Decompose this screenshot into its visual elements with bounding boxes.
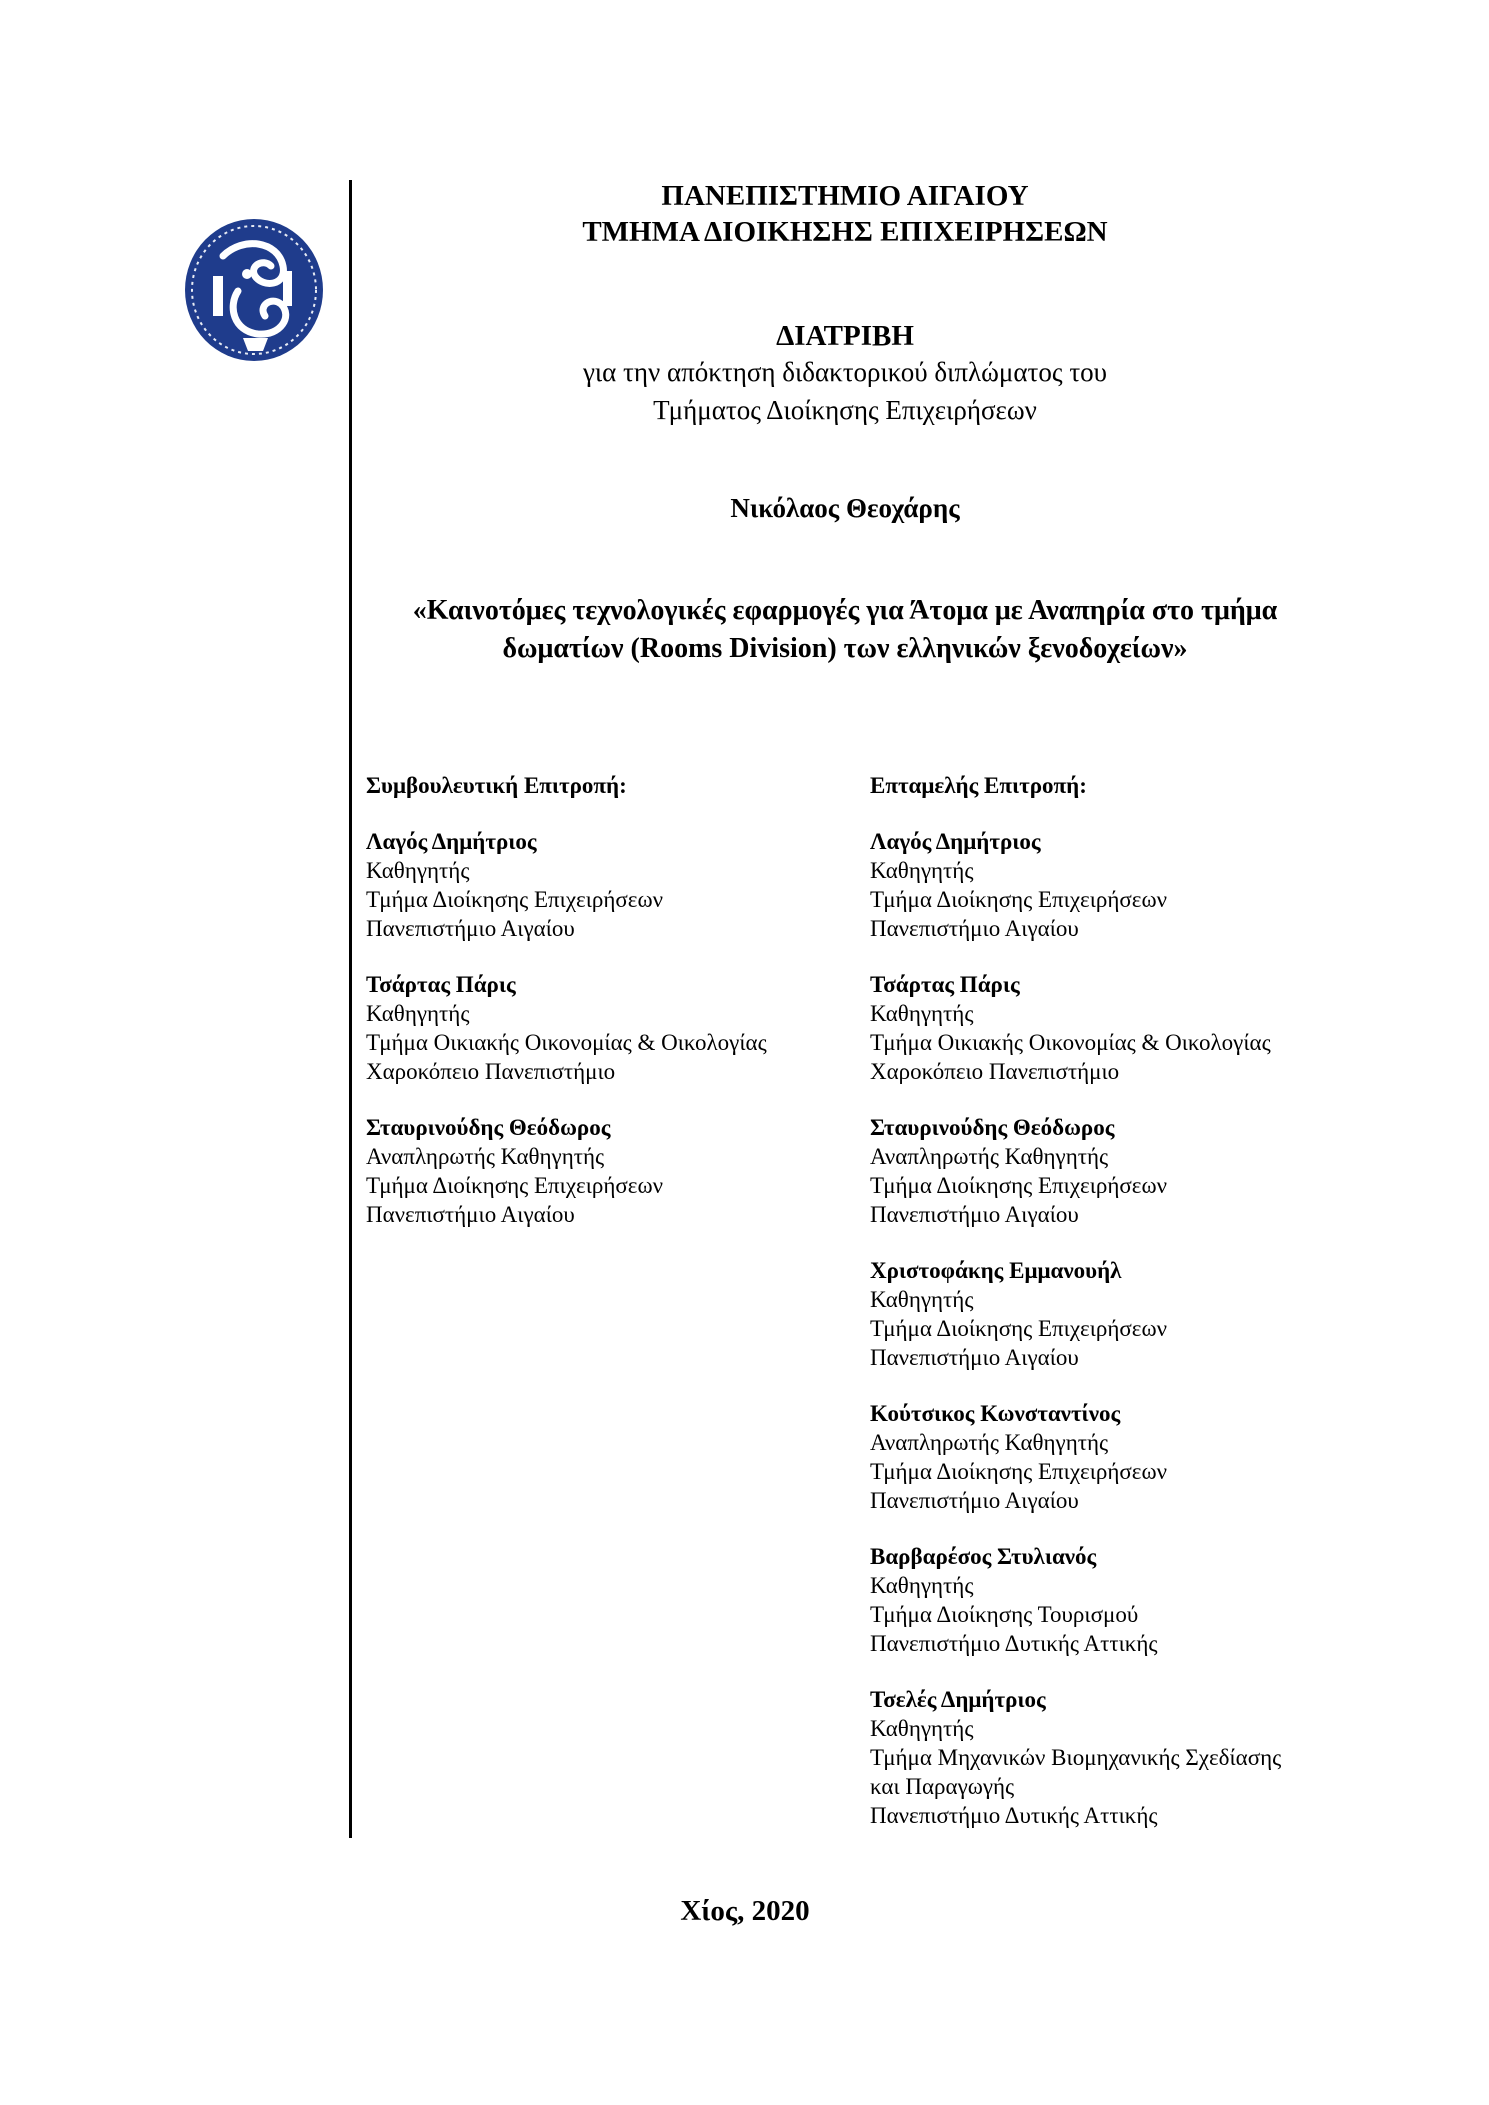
- thesis-title-line-2: δωματίων (Rooms Division) των ελληνικών ξενοδοχείων»: [502, 633, 1188, 664]
- member-name: Λαγός Δημήτριος: [366, 829, 537, 854]
- member-name: Βαρβαρέσος Στυλιανός: [870, 1544, 1097, 1569]
- examination-committee-heading: Επταμελής Επιτροπή:: [870, 773, 1087, 798]
- member-department: Τμήμα Μηχανικών Βιομηχανικής Σχεδίασης: [870, 1745, 1282, 1770]
- committee-member: [870, 1685, 1470, 1830]
- member-title: Αναπληρωτής Καθηγητής: [870, 1430, 1109, 1455]
- member-name: Τσάρτας Πάρις: [870, 972, 1020, 997]
- committee-member: [870, 1113, 1470, 1229]
- member-title: Καθηγητής: [870, 1001, 974, 1026]
- member-name: Σταυρινούδης Θεόδωρος: [366, 1115, 611, 1140]
- member-title: Καθηγητής: [366, 1001, 470, 1026]
- thesis-subtitle-line-2: Τμήματος Διοίκησης Επιχειρήσεων: [653, 395, 1037, 425]
- member-department: Τμήμα Διοίκησης Επιχειρήσεων: [870, 1316, 1167, 1341]
- member-department: Τμήμα Οικιακής Οικονομίας & Οικολογίας: [870, 1030, 1271, 1055]
- member-department: Τμήμα Διοίκησης Επιχειρήσεων: [366, 887, 663, 912]
- member-institution: Πανεπιστήμιο Αιγαίου: [870, 916, 1079, 941]
- member-name: Χριστοφάκης Εμμανουήλ: [870, 1258, 1122, 1283]
- member-title: Αναπληρωτής Καθηγητής: [870, 1144, 1109, 1169]
- member-department: Τμήμα Διοίκησης Επιχειρήσεων: [366, 1173, 663, 1198]
- advisory-committee: [366, 771, 846, 1256]
- member-institution: Πανεπιστήμιο Δυτικής Αττικής: [870, 1631, 1158, 1656]
- committee-member: [366, 970, 846, 1086]
- examination-committee: [870, 771, 1470, 1857]
- committee-member: [870, 970, 1470, 1086]
- member-institution: Χαροκόπειο Πανεπιστήμιο: [870, 1059, 1120, 1084]
- member-institution: Πανεπιστήμιο Αιγαίου: [366, 1202, 575, 1227]
- member-title: Καθηγητής: [870, 1716, 974, 1741]
- member-name: Λαγός Δημήτριος: [870, 829, 1041, 854]
- member-department: Τμήμα Διοίκησης Τουρισμού: [870, 1602, 1139, 1627]
- member-title: Καθηγητής: [870, 1573, 974, 1598]
- member-name: Κούτσικος Κωνσταντίνος: [870, 1401, 1121, 1426]
- member-title: Αναπληρωτής Καθηγητής: [366, 1144, 605, 1169]
- thesis-title: [360, 592, 1330, 668]
- member-title: Καθηγητής: [366, 858, 470, 883]
- university-header: [352, 178, 1338, 250]
- member-institution: Πανεπιστήμιο Αιγαίου: [366, 916, 575, 941]
- thesis-subtitle-line-1: για την απόκτηση διδακτορικού διπλώματος του: [582, 357, 1108, 387]
- committee-member: [366, 827, 846, 943]
- committee-member: [870, 1399, 1470, 1515]
- place-and-year: Χίος, 2020: [680, 1895, 810, 1927]
- member-institution: Χαροκόπειο Πανεπιστήμιο: [366, 1059, 616, 1084]
- advisory-committee-heading: Συμβουλευτική Επιτροπή:: [366, 773, 627, 798]
- member-name: Τσάρτας Πάρις: [366, 972, 516, 997]
- committee-member: [870, 1542, 1470, 1658]
- thesis-subtitle: [352, 353, 1338, 429]
- member-institution: Πανεπιστήμιο Δυτικής Αττικής: [870, 1803, 1158, 1828]
- committee-member: [870, 1256, 1470, 1372]
- member-department: Τμήμα Οικιακής Οικονομίας & Οικολογίας: [366, 1030, 767, 1055]
- member-institution: Πανεπιστήμιο Αιγαίου: [870, 1488, 1079, 1513]
- member-name: Τσελές Δημήτριος: [870, 1687, 1046, 1712]
- university-seal-logo: [183, 216, 325, 364]
- member-department-continued: και Παραγωγής: [870, 1774, 1015, 1799]
- university-name: ΠΑΝΕΠΙΣΤΗΜΙΟ ΑΙΓΑΙΟΥ: [661, 180, 1029, 212]
- member-department: Τμήμα Διοίκησης Επιχειρήσεων: [870, 1459, 1167, 1484]
- department-name: ΤΜΗΜΑ ΔΙΟΙΚΗΣΗΣ ΕΠΙΧΕΙΡΗΣΕΩΝ: [582, 216, 1108, 248]
- thesis-label: ΔΙΑΤΡΙΒΗ: [776, 320, 914, 352]
- member-title: Καθηγητής: [870, 858, 974, 883]
- committee-member: [366, 1113, 846, 1229]
- committee-member: [870, 827, 1470, 943]
- member-institution: Πανεπιστήμιο Αιγαίου: [870, 1202, 1079, 1227]
- author-name: Νικόλαος Θεοχάρης: [730, 493, 960, 523]
- member-department: Τμήμα Διοίκησης Επιχειρήσεων: [870, 887, 1167, 912]
- member-institution: Πανεπιστήμιο Αιγαίου: [870, 1345, 1079, 1370]
- thesis-title-line-1: «Καινοτόμες τεχνολογικές εφαρμογές για Άτομα με Αναπηρία στο τμήμα: [412, 595, 1278, 626]
- member-department: Τμήμα Διοίκησης Επιχειρήσεων: [870, 1173, 1167, 1198]
- member-title: Καθηγητής: [870, 1287, 974, 1312]
- member-name: Σταυρινούδης Θεόδωρος: [870, 1115, 1115, 1140]
